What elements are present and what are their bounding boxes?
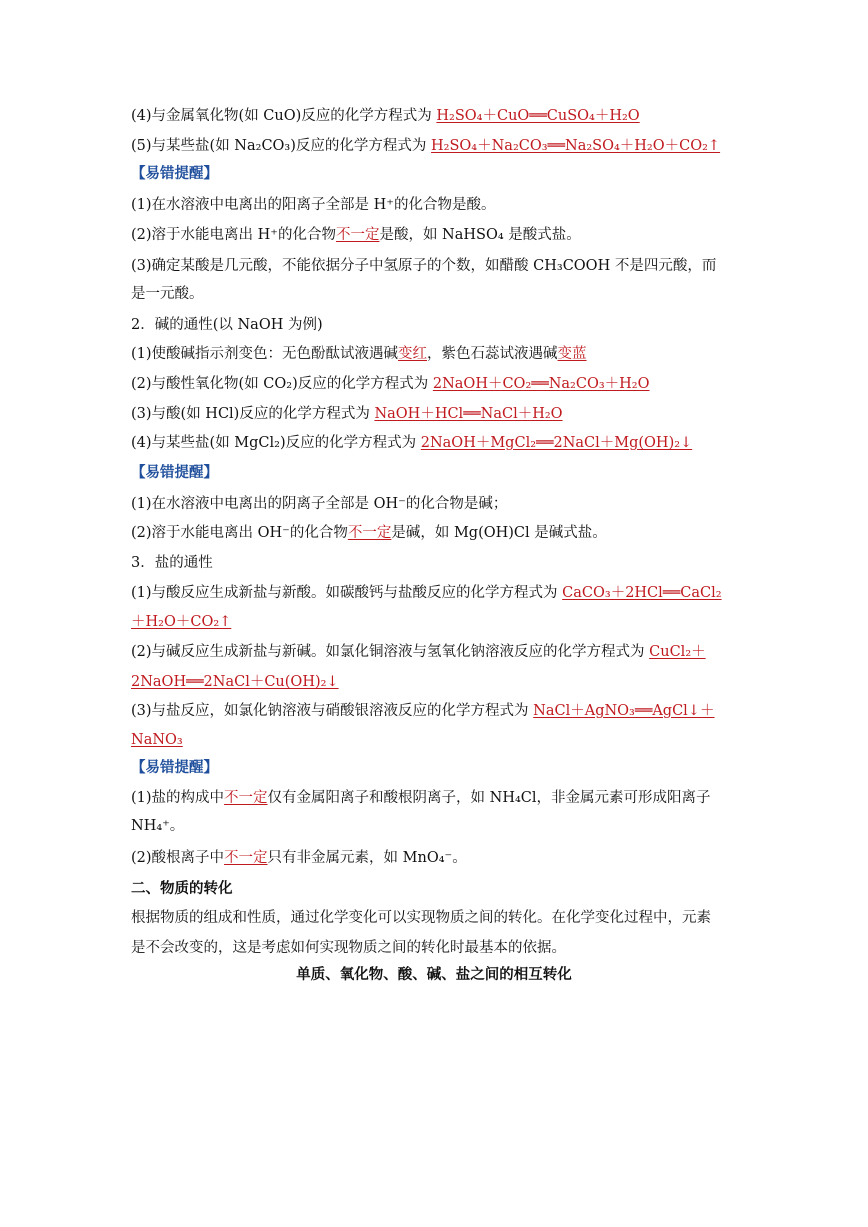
text-line	[131, 343, 587, 365]
text-line	[131, 847, 467, 869]
text-line	[131, 462, 218, 484]
text-line	[131, 255, 716, 277]
answer-text: CaCO₃＋2HCl══CaCl₂	[562, 585, 722, 601]
line-text: (1)与酸反应生成新盐与新酸。如碳酸钙与盐酸反应的化学方程式为	[131, 585, 563, 601]
answer-text: 变红	[398, 346, 428, 362]
text-line	[131, 493, 507, 515]
text-line	[131, 757, 218, 779]
line-text: (2)溶于水能电离出 H⁺的化合物	[131, 227, 336, 243]
answer-text: ＋H₂O＋CO₂↑	[131, 614, 232, 630]
line-text: 只有非金属元素，如 MnO₄⁻。	[267, 850, 467, 866]
line-text: (2)与酸性氧化物(如 CO₂)反应的化学方程式为	[131, 376, 433, 392]
text-line	[131, 641, 706, 663]
text-line	[131, 432, 692, 454]
line-text: 是一元酸。	[131, 286, 204, 302]
line-text: (3)与酸(如 HCl)反应的化学方程式为	[131, 406, 375, 422]
answer-text: 2NaOH＋MgCl₂══2NaCl＋Mg(OH)₂↓	[420, 435, 693, 451]
answer-text: H₂SO₄＋Na₂CO₃══Na₂SO₄＋H₂O＋CO₂↑	[431, 138, 721, 154]
line-text: (2)与碱反应生成新盐与新碱。如氯化铜溶液与氢氧化钠溶液反应的化学方程式为	[131, 644, 650, 660]
text-line	[131, 787, 711, 809]
line-text: 根据物质的组成和性质，通过化学变化可以实现物质之间的转化。在化学变化过程中，元素	[131, 910, 711, 926]
text-line	[131, 671, 339, 693]
answer-text: NaOH＋HCl══NaCl＋H₂O	[374, 406, 563, 422]
line-text: 是酸，如 NaHSO₄ 是酸式盐。	[379, 227, 581, 243]
line-text: 是不会改变的，这是考虑如何实现物质之间的转化时最基本的依据。	[131, 940, 566, 956]
text-line	[131, 373, 650, 395]
text-line	[131, 937, 566, 959]
line-text: (4)与金属氧化物(如 CuO)反应的化学方程式为	[131, 108, 437, 124]
line-text: 2．碱的通性(以 NaOH 为例)	[131, 317, 323, 333]
answer-text: 不一定	[224, 790, 268, 806]
line-text: (3)与盐反应，如氯化钠溶液与硝酸银溶液反应的化学方程式为	[131, 703, 534, 719]
text-line	[131, 522, 607, 544]
line-text: (2)酸根离子中	[131, 850, 225, 866]
line-text: (1)盐的构成中	[131, 790, 225, 806]
text-line	[131, 283, 204, 305]
text-line	[131, 815, 184, 837]
line-text: 3．盐的通性	[131, 555, 213, 571]
line-text: (5)与某些盐(如 Na₂CO₃)反应的化学方程式为	[131, 138, 432, 154]
section-title: 单质、氧化物、酸、碱、盐之间的相互转化	[296, 967, 572, 983]
answer-text: 变蓝	[557, 346, 587, 362]
line-text: (1)在水溶液中电离出的阴离子全部是 OH⁻的化合物是碱；	[131, 496, 508, 512]
text-line	[131, 552, 213, 574]
text-line	[131, 907, 711, 929]
answer-text: 不一定	[347, 525, 392, 541]
text-line	[131, 878, 233, 900]
answer-text: 2NaOH══2NaCl＋Cu(OH)₂↓	[131, 674, 339, 690]
line-text: 仅有金属阳离子和酸根阴离子，如 NH₄Cl，非金属元素可形成阳离子	[267, 790, 711, 806]
answer-text: H₂SO₄＋CuO══CuSO₄＋H₂O	[436, 108, 640, 124]
line-text: (3)确定某酸是几元酸，不能依据分子中氢原子的个数，如醋酸 CH₃COOH 不是四元酸，而	[131, 258, 717, 274]
answer-text: CuCl₂＋	[649, 644, 706, 660]
text-line	[131, 135, 720, 157]
answer-text: 2NaOH＋CO₂══Na₂CO₃＋H₂O	[432, 376, 650, 392]
line-text: (2)溶于水能电离出 OH⁻的化合物	[131, 525, 348, 541]
text-line	[131, 224, 581, 246]
text-line	[131, 403, 563, 425]
text-line	[131, 314, 323, 336]
answer-text: NaNO₃	[131, 732, 183, 748]
line-text: 是碱，如 Mg(OH)Cl 是碱式盐。	[391, 525, 607, 541]
answer-text: NaCl＋AgNO₃══AgCl↓＋	[533, 703, 715, 719]
line-text: (4)与某些盐(如 MgCl₂)反应的化学方程式为	[131, 435, 421, 451]
error-tip-heading: 【易错提醒】	[131, 760, 218, 776]
text-line	[131, 163, 218, 185]
error-tip-heading: 【易错提醒】	[131, 166, 218, 182]
answer-text: 不一定	[335, 227, 380, 243]
text-line	[131, 582, 722, 604]
line-text: (1)在水溶液中电离出的阳离子全部是 H⁺的化合物是酸。	[131, 197, 496, 213]
line-text: (1)使酸碱指示剂变色：无色酚酞试液遇碱	[131, 346, 399, 362]
line-text: NH₄⁺。	[131, 818, 185, 834]
text-line	[131, 729, 183, 751]
line-text: ，紫色石蕊试液遇碱	[427, 346, 558, 362]
text-line	[131, 611, 231, 633]
section-heading: 二、物质的转化	[131, 881, 233, 897]
text-line	[131, 700, 714, 722]
text-line	[131, 194, 495, 216]
answer-text: 不一定	[224, 850, 268, 866]
text-line	[131, 105, 640, 127]
error-tip-heading: 【易错提醒】	[131, 465, 218, 481]
